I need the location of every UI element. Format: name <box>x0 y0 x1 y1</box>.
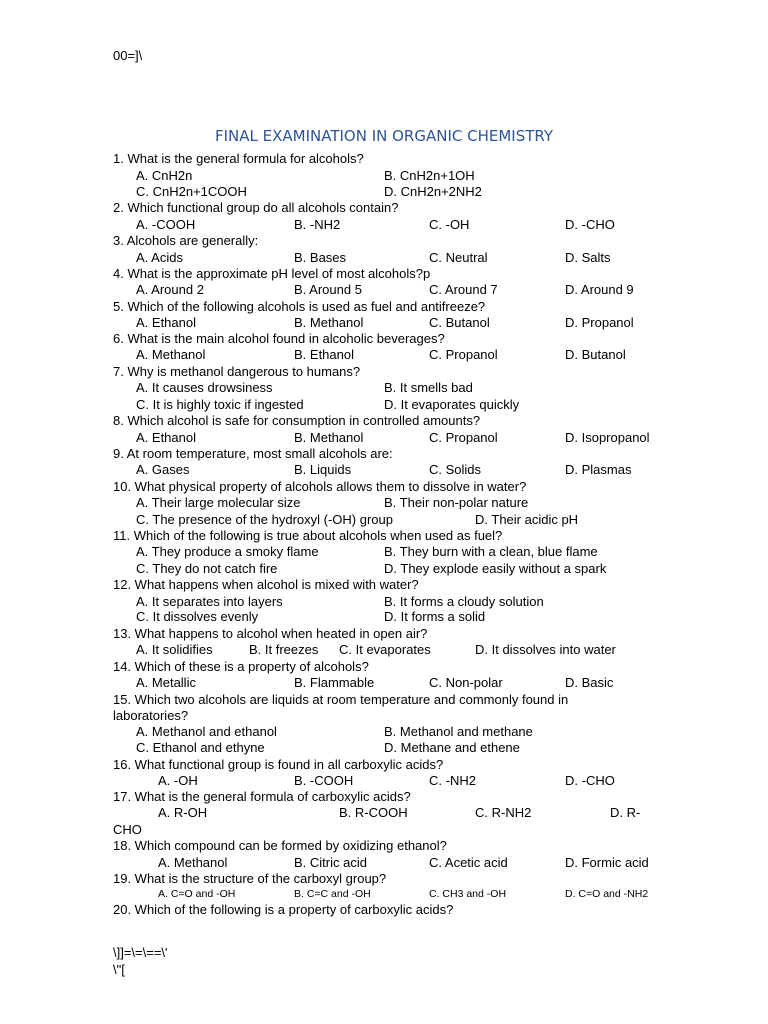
question-19: 19. What is the structure of the carboxyl group? <box>113 871 387 886</box>
question-11: 11. Which of the following is true about alcohols when used as fuel? <box>113 528 503 543</box>
q16-option-b: B. -COOH <box>294 773 354 788</box>
q10-option-a: A. Their large molecular size <box>136 495 301 510</box>
question-1: 1. What is the general formula for alcohols? <box>113 151 364 166</box>
q11-option-b: B. They burn with a clean, blue flame <box>384 544 598 559</box>
q13-option-c: C. It evaporates <box>339 642 431 657</box>
q11-option-c: C. They do not catch fire <box>136 561 278 576</box>
footer-text-2: \"[ <box>113 962 125 977</box>
q1-option-a: A. CnH2n <box>136 168 193 183</box>
q1-option-b: B. CnH2n+1OH <box>384 168 475 183</box>
q17-option-d: D. R- <box>610 805 641 820</box>
q13-option-d: D. It dissolves into water <box>475 642 616 657</box>
question-5: 5. Which of the following alcohols is used as fuel and antifreeze? <box>113 299 486 314</box>
q19-option-b: B. C=C and -OH <box>294 888 371 900</box>
question-9: 9. At room temperature, most small alcohols are: <box>113 446 393 461</box>
q2-option-b: B. -NH2 <box>294 217 341 232</box>
q6-option-c: C. Propanol <box>429 347 498 362</box>
question-18: 18. Which compound can be formed by oxidizing ethanol? <box>113 838 447 853</box>
q13-option-b: B. It freezes <box>249 642 319 657</box>
q14-option-c: C. Non-polar <box>429 675 503 690</box>
page-title: FINAL EXAMINATION IN ORGANIC CHEMISTRY <box>214 127 554 145</box>
header-text: 00=]\ <box>113 48 143 63</box>
q17-option-b: B. R-COOH <box>339 805 408 820</box>
q10-option-d: D. Their acidic pH <box>475 512 579 527</box>
q8-option-c: C. Propanol <box>429 430 498 445</box>
q11-option-d: D. They explode easily without a spark <box>384 561 607 576</box>
q3-option-d: D. Salts <box>565 250 611 265</box>
q1-option-d: D. CnH2n+2NH2 <box>384 184 482 199</box>
q5-option-b: B. Methanol <box>294 315 364 330</box>
q9-option-a: A. Gases <box>136 462 190 477</box>
question-2: 2. Which functional group do all alcohols contain? <box>113 200 399 215</box>
q4-option-b: B. Around 5 <box>294 282 362 297</box>
question-6: 6. What is the main alcohol found in alcoholic beverages? <box>113 331 445 346</box>
q14-option-d: D. Basic <box>565 675 614 690</box>
q14-option-a: A. Metallic <box>136 675 196 690</box>
question-14: 14. Which of these is a property of alcohols? <box>113 659 369 674</box>
q3-option-c: C. Neutral <box>429 250 488 265</box>
question-8: 8. Which alcohol is safe for consumption in controlled amounts? <box>113 413 481 428</box>
q16-option-d: D. -CHO <box>565 773 615 788</box>
question-3: 3. Alcohols are generally: <box>113 233 259 248</box>
q8-option-d: D. Isopropanol <box>565 430 650 445</box>
q9-option-c: C. Solids <box>429 462 482 477</box>
q6-option-a: A. Methanol <box>136 347 206 362</box>
q4-option-a: A. Around 2 <box>136 282 204 297</box>
q10-option-b: B. Their non-polar nature <box>384 495 529 510</box>
question-15: 15. Which two alcohols are liquids at room temperature and commonly found in <box>113 692 569 707</box>
q10-option-c: C. The presence of the hydroxyl (-OH) group <box>136 512 393 527</box>
q9-option-d: D. Plasmas <box>565 462 632 477</box>
q15-option-a: A. Methanol and ethanol <box>136 724 277 739</box>
q6-option-d: D. Butanol <box>565 347 626 362</box>
q15-option-c: C. Ethanol and ethyne <box>136 740 265 755</box>
q8-option-b: B. Methanol <box>294 430 364 445</box>
q2-option-d: D. -CHO <box>565 217 615 232</box>
q16-option-c: C. -NH2 <box>429 773 476 788</box>
question-4: 4. What is the approximate pH level of most alcohols?p <box>113 266 431 281</box>
q8-option-a: A. Ethanol <box>136 430 196 445</box>
q15-option-d: D. Methane and ethene <box>384 740 520 755</box>
q12-option-b: B. It forms a cloudy solution <box>384 594 544 609</box>
question-10: 10. What physical property of alcohols allows them to dissolve in water? <box>113 479 527 494</box>
q15-option-b: B. Methanol and methane <box>384 724 533 739</box>
q6-option-b: B. Ethanol <box>294 347 354 362</box>
footer-text-1: \]]=\=\==\' <box>113 945 168 960</box>
q12-option-c: C. It dissolves evenly <box>136 609 259 624</box>
q9-option-b: B. Liquids <box>294 462 352 477</box>
q11-option-a: A. They produce a smoky flame <box>136 544 319 559</box>
question-16: 16. What functional group is found in all carboxylic acids? <box>113 757 444 772</box>
question-20: 20. Which of the following is a property of carboxylic acids? <box>113 902 454 917</box>
q3-option-a: A. Acids <box>136 250 183 265</box>
q5-option-d: D. Propanol <box>565 315 634 330</box>
q18-option-d: D. Formic acid <box>565 855 649 870</box>
q19-option-c: C. CH3 and -OH <box>429 888 507 900</box>
question-17: 17. What is the general formula of carboxylic acids? <box>113 789 411 804</box>
q16-option-a: A. -OH <box>158 773 198 788</box>
q5-option-a: A. Ethanol <box>136 315 196 330</box>
q2-option-a: A. -COOH <box>136 217 196 232</box>
q18-option-b: B. Citric acid <box>294 855 367 870</box>
q12-option-a: A. It separates into layers <box>136 594 283 609</box>
q14-option-b: B. Flammable <box>294 675 375 690</box>
question-12: 12. What happens when alcohol is mixed with water? <box>113 577 419 592</box>
q19-option-d: D. C=O and -NH2 <box>565 888 649 900</box>
q2-option-c: C. -OH <box>429 217 470 232</box>
q5-option-c: C. Butanol <box>429 315 490 330</box>
q12-option-d: D. It forms a solid <box>384 609 486 624</box>
question-7: 7. Why is methanol dangerous to humans? <box>113 364 361 379</box>
q3-option-b: B. Bases <box>294 250 347 265</box>
q1-option-c: C. CnH2n+1COOH <box>136 184 247 199</box>
q17-option-a: A. R-OH <box>158 805 208 820</box>
q17-option-c: C. R-NH2 <box>475 805 532 820</box>
q4-option-c: C. Around 7 <box>429 282 498 297</box>
q7-option-c: C. It is highly toxic if ingested <box>136 397 304 412</box>
q13-option-a: A. It solidifies <box>136 642 213 657</box>
q17-option-d-wrap: CHO <box>113 822 142 837</box>
q7-option-d: D. It evaporates quickly <box>384 397 520 412</box>
q7-option-b: B. It smells bad <box>384 380 473 395</box>
q7-option-a: A. It causes drowsiness <box>136 380 273 395</box>
question-15-continued: laboratories? <box>113 708 189 723</box>
q19-option-a: A. C=O and -OH <box>158 888 236 900</box>
q4-option-d: D. Around 9 <box>565 282 634 297</box>
q18-option-c: C. Acetic acid <box>429 855 508 870</box>
q18-option-a: A. Methanol <box>158 855 228 870</box>
question-13: 13. What happens to alcohol when heated in open air? <box>113 626 428 641</box>
